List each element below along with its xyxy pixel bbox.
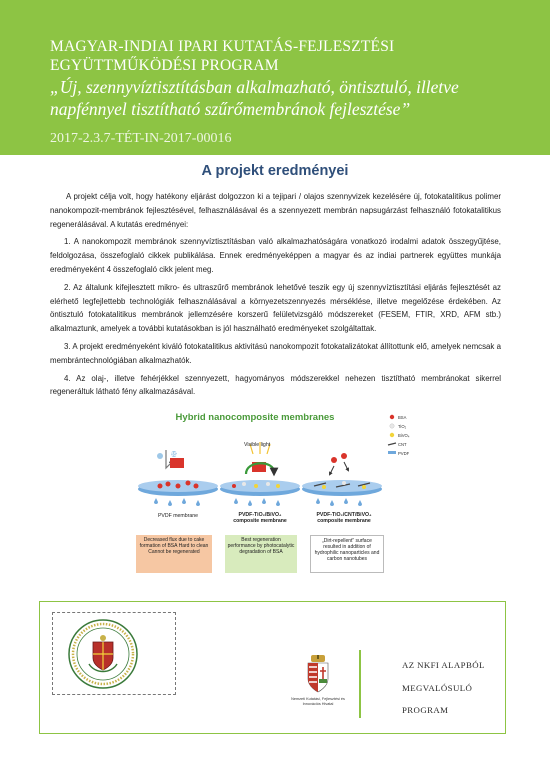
membrane-3-icon (302, 453, 382, 506)
intro-paragraph: A projekt célja volt, hogy hatékony eljárást dolgozzon ki a tejipari / olajos szennyvizek kezelésére új, fotokatalitikus polimer nanokompozit-membránok fejlesztésével, felhasználásával és a szennyezett membrán napsugárzást felhasználó fotokatalitikus regenerálásával. A kutatás eredményei: (50, 192, 501, 229)
nkfi-divider (359, 650, 361, 718)
project-code: 2017-2.3.7-TÉT-IN-2017-00016 (50, 131, 232, 146)
hungarian-crest-icon (305, 655, 331, 693)
legend-tio2: TiO₂ (398, 424, 407, 429)
results-text (50, 190, 501, 403)
bsa-tag-2: BSA (252, 456, 263, 462)
legend-markers (388, 415, 396, 454)
membrane-1-icon (138, 450, 218, 506)
legend-pvdf: PVDF (398, 451, 410, 456)
label-composite-membrane: PVDF-TiO₂/BiVO₄ composite membrane (233, 512, 287, 524)
label-pvdf-membrane: PVDF membrane (157, 513, 199, 519)
program-title-line1: MAGYAR-INDIAI IPARI KUTATÁS-FEJLESZTÉSI (50, 38, 395, 55)
result-box-composite: Best regeneration performance by photocatalytic degradation of BSA (225, 535, 297, 573)
result-box-pvdf: Decreased flux due to cake formation of BSA Hard to clean Cannot be regenerated (136, 535, 212, 573)
project-title-line2: napfénnyel tisztítható szűrőmembránok fejlesztése” (50, 99, 411, 119)
project-title-line1: „Új, szennyvíztisztításban alkalmazható, öntisztuló, illetve (50, 77, 459, 97)
result-paragraph-3: 3. A projekt eredményeként kiváló fotokatalitikus aktivitású nanokompozit fotokatalizátokat állítottunk elő, amelyek nemcsak a membrántechnológiában alkalmazhatók. (50, 341, 501, 365)
membrane-2-icon (220, 442, 300, 506)
header-banner (0, 0, 550, 155)
program-title-line2: EGYÜTTMŰKÖDÉSI PROGRAM (50, 57, 279, 74)
result-box-cnt-composite: „Dirt-repellent” surface resulted in addition of hydrophilic nanoparticles and carbon nanotubes (310, 535, 384, 573)
nkfih-office-name: Nemzeti Kutatási, Fejlesztési és Innovációs Hivatal (291, 697, 345, 706)
legend-cnt: CNT (398, 442, 407, 447)
result-paragraph-1: 1. A nanokompozit membránok szennyvíztisztításban való alkalmazhatóságára vonatkozó irodalmi adatok összegyűjtése, feldolgozása, összefoglaló cikkek publikálása. Ennek eredményeképpen a magyar és az indiai partnerek együttes munkája eredményeként 4 összefoglaló cikk jelent meg. (50, 237, 501, 274)
nkfi-line2: MEGVALÓSULÓ (402, 683, 473, 693)
legend-bivo4: BiVO₄ (398, 433, 410, 438)
nkfi-line1: AZ NKFI ALAPBÓL (402, 660, 485, 670)
section-title: A projekt eredményei (201, 163, 349, 179)
label-cnt-composite-membrane: PVDF-TiO₂/CNT/BiVO₄ composite membrane (316, 512, 372, 524)
legend-bsa: BSA (398, 415, 407, 420)
visible-light-label: Visible light (244, 442, 271, 448)
result-paragraph-4: 4. Az olaj-, illetve fehérjékkel szennyezett, hagyományos módszerekkel nehezen tisztítható membránokat sikerrel regeneráltuk látható fény alkalmazásával. (50, 373, 501, 397)
university-seal-icon (67, 618, 139, 690)
result-paragraph-2: 2. Az általunk kifejlesztett mikro- és ultraszűrő membránok lehetővé teszik egy új szennyvíztisztítási eljárás fejlesztését az elérhető legfejlettebb technológiák felhasználásával a környezetszennyezés mérséklése, illetve megelőzése érdekében. Az öntisztuló fotokatalitikus membránok jellemzésére korszerű felületvizsgáló módszereket (FESEM, FTIR, XRD, AFM stb.) alkalmaztunk, amelyek a további kutatásokban is jól használható eredményeket szolgáltattak. (50, 282, 501, 334)
nkfi-line3: PROGRAM (402, 705, 449, 715)
figure-title: Hybrid nanocomposite membranes (175, 412, 335, 423)
membrane-figure (126, 410, 426, 576)
bsa-tag-1: BSA (170, 452, 181, 458)
